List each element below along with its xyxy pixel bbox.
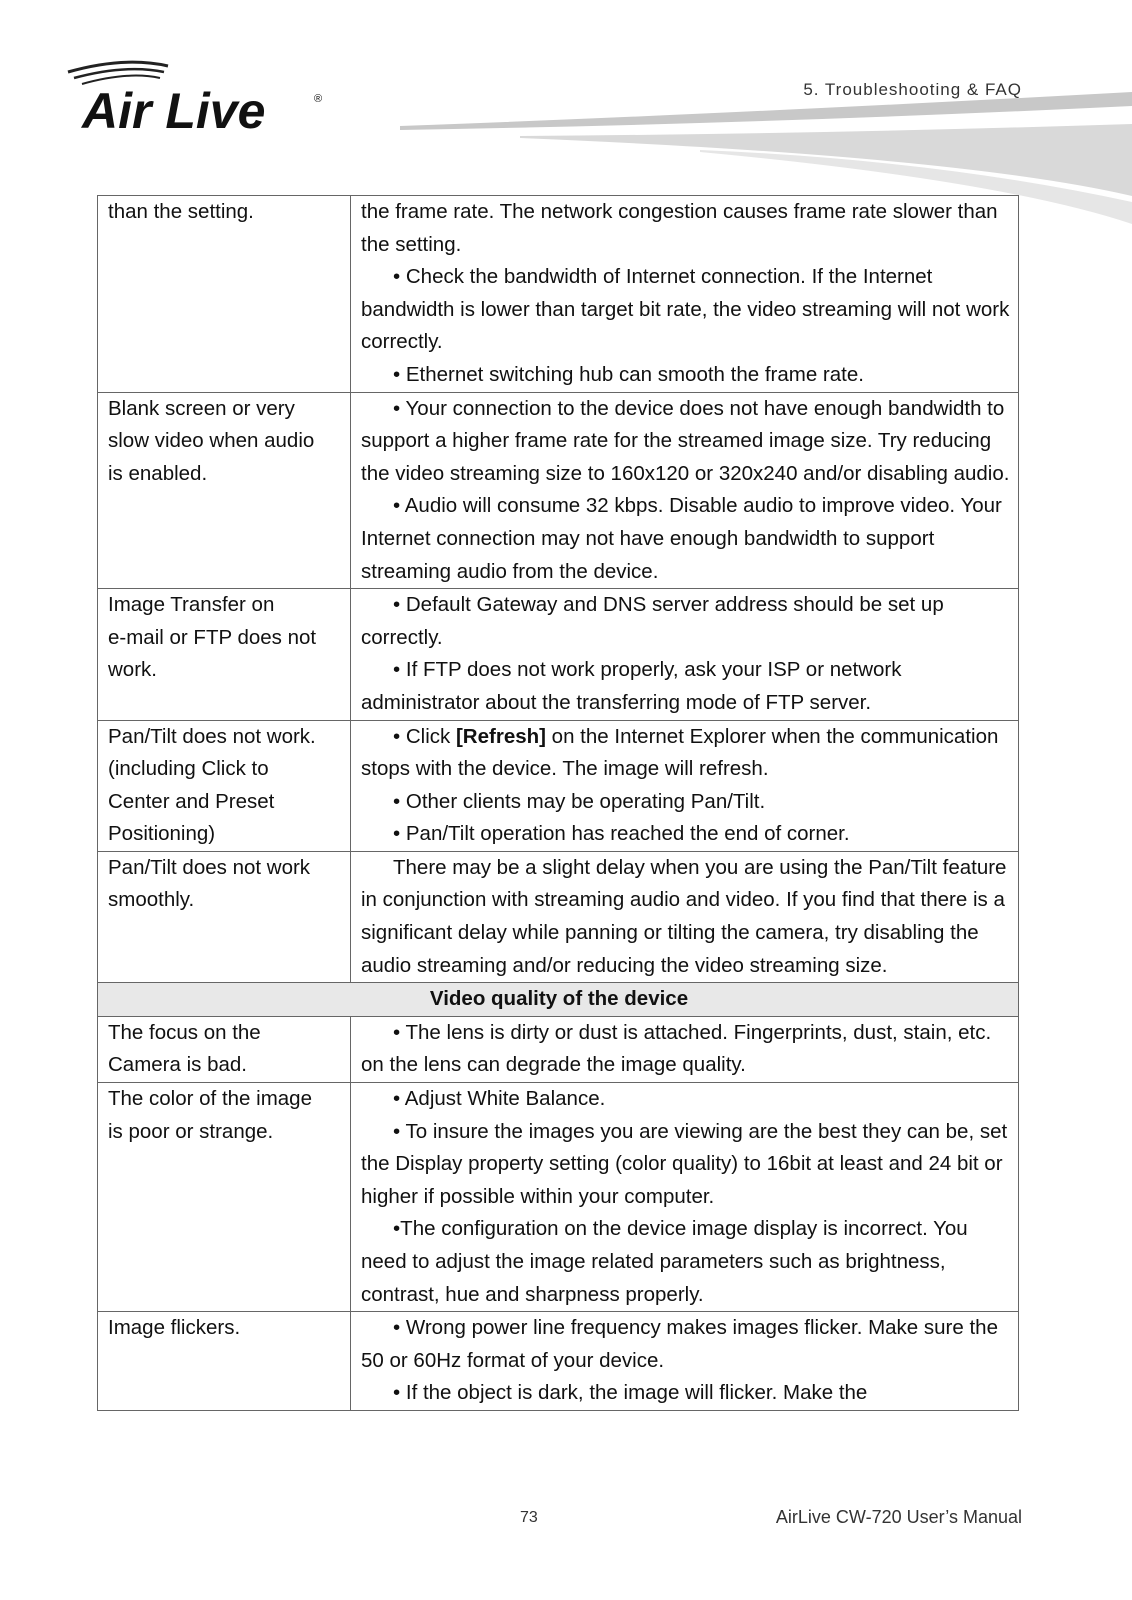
symptom-line: is enabled. (108, 461, 208, 485)
solution-text: • Click (393, 724, 456, 748)
solution-paragraph: • Check the bandwidth of Internet connection. If the Internet bandwidth is lower than target bit rate, the video streaming will not work correctly. (361, 265, 1010, 354)
symptom-line: Image flickers. (108, 1316, 241, 1340)
symptom-line: Image Transfer on (108, 593, 275, 617)
symptom-cell (98, 1016, 351, 1082)
table-row (98, 720, 1019, 851)
solution-paragraph (361, 721, 1010, 786)
symptom-cell (98, 1312, 351, 1411)
solution-cell (351, 720, 1019, 851)
symptom-line: than the setting. (108, 200, 254, 223)
solution-cell (351, 1083, 1019, 1312)
symptom-line: Pan/Tilt does not work (108, 855, 311, 879)
solution-paragraph: • Audio will consume 32 kbps. Disable audio to improve video. Your Internet connection may not have enough bandwidth to support streaming audio from the device. (361, 494, 1002, 583)
solution-text: on the Internet Explorer when the communication stops with the device. The image will refresh. (361, 724, 999, 781)
solution-paragraph: • Other clients may be operating Pan/Tilt. (393, 789, 766, 813)
manual-title: AirLive CW-720 User’s Manual (775, 1507, 1022, 1527)
symptom-line: smoothly. (108, 888, 195, 912)
svg-text:®: ® (314, 93, 323, 105)
symptom-line: Center and Preset (108, 789, 275, 813)
symptom-line: Blank screen or very (108, 396, 295, 420)
solution-paragraph: • To insure the images you are viewing are the best they can be, set the Display property setting (color quality) to 16bit at least and 24 bit or higher if possible within your computer. (361, 1119, 1008, 1208)
solution-cell (351, 851, 1019, 982)
table-row (98, 196, 1019, 393)
solution-cell (351, 392, 1019, 589)
page-number: 73 (520, 1509, 538, 1526)
solution-paragraph: • Ethernet switching hub can smooth the frame rate. (393, 362, 864, 386)
table-row (98, 589, 1019, 720)
symptom-line: Pan/Tilt does not work. (108, 724, 316, 748)
solution-cell (351, 589, 1019, 720)
solution-paragraph: • Your connection to the device does not have enough bandwidth to support a higher frame rate for the streamed image size. Try reducing the video streaming size to 160x120 or 320x240 and/or disabling audio. (361, 396, 1010, 485)
symptom-cell (98, 1083, 351, 1312)
logo-wordmark: Air Live (82, 83, 266, 138)
solution-paragraph: • Adjust White Balance. (393, 1087, 606, 1111)
symptom-line: (including Click to (108, 757, 269, 781)
symptom-line: The color of the image (108, 1087, 312, 1111)
symptom-line: e-mail or FTP does not (108, 625, 317, 649)
solution-paragraph: • If the object is dark, the image will flicker. Make the (393, 1381, 868, 1405)
symptom-line: work. (108, 658, 157, 682)
solution-paragraph: the frame rate. The network congestion causes frame rate slower than the setting. (361, 200, 998, 256)
table-row (98, 851, 1019, 982)
table-row (98, 1083, 1019, 1312)
table-row (98, 1016, 1019, 1082)
section-title: 5. Troubleshooting & FAQ (803, 80, 1022, 99)
symptom-line: The focus on the (108, 1020, 261, 1044)
symptom-line: is poor or strange. (108, 1119, 274, 1143)
solution-cell (351, 196, 1019, 393)
solution-paragraph: • Pan/Tilt operation has reached the end of corner. (393, 822, 850, 846)
solution-paragraph: There may be a slight delay when you are using the Pan/Tilt feature in conjunction with streaming audio and video. If you find that there is a significant delay while panning or tilting the camera, try disabling the audio streaming and/or reducing the video streaming size. (361, 855, 1007, 977)
section-heading-row (98, 983, 1019, 1017)
airlive-logo (64, 58, 344, 138)
symptom-cell (98, 392, 351, 589)
solution-paragraph: • Default Gateway and DNS server address should be set up correctly. (361, 593, 944, 649)
solution-paragraph: • If FTP does not work properly, ask your ISP or network administrator about the transferring mode of FTP server. (361, 658, 902, 714)
symptom-cell (98, 851, 351, 982)
symptom-line: Positioning) (108, 822, 216, 846)
solution-paragraph: • The lens is dirty or dust is attached. Fingerprints, dust, stain, etc. on the lens can degrade the image quality. (361, 1020, 992, 1077)
symptom-line: slow video when audio (108, 429, 315, 453)
solution-paragraph: • Wrong power line frequency makes images flicker. Make sure the 50 or 60Hz format of your device. (361, 1316, 998, 1372)
section-heading: Video quality of the device (98, 983, 1019, 1017)
symptom-cell (98, 589, 351, 720)
symptom-cell (98, 196, 351, 393)
solution-cell (351, 1016, 1019, 1082)
symptom-cell (98, 720, 351, 851)
solution-cell (351, 1312, 1019, 1411)
refresh-label: [Refresh] (455, 724, 546, 748)
solution-paragraph: •The configuration on the device image display is incorrect. You need to adjust the image related parameters such as brightness, contrast, hue and sharpness properly. (361, 1217, 968, 1306)
troubleshooting-table (97, 195, 1019, 1411)
table-row (98, 392, 1019, 589)
symptom-line: Camera is bad. (108, 1053, 248, 1077)
table-row (98, 1312, 1019, 1411)
